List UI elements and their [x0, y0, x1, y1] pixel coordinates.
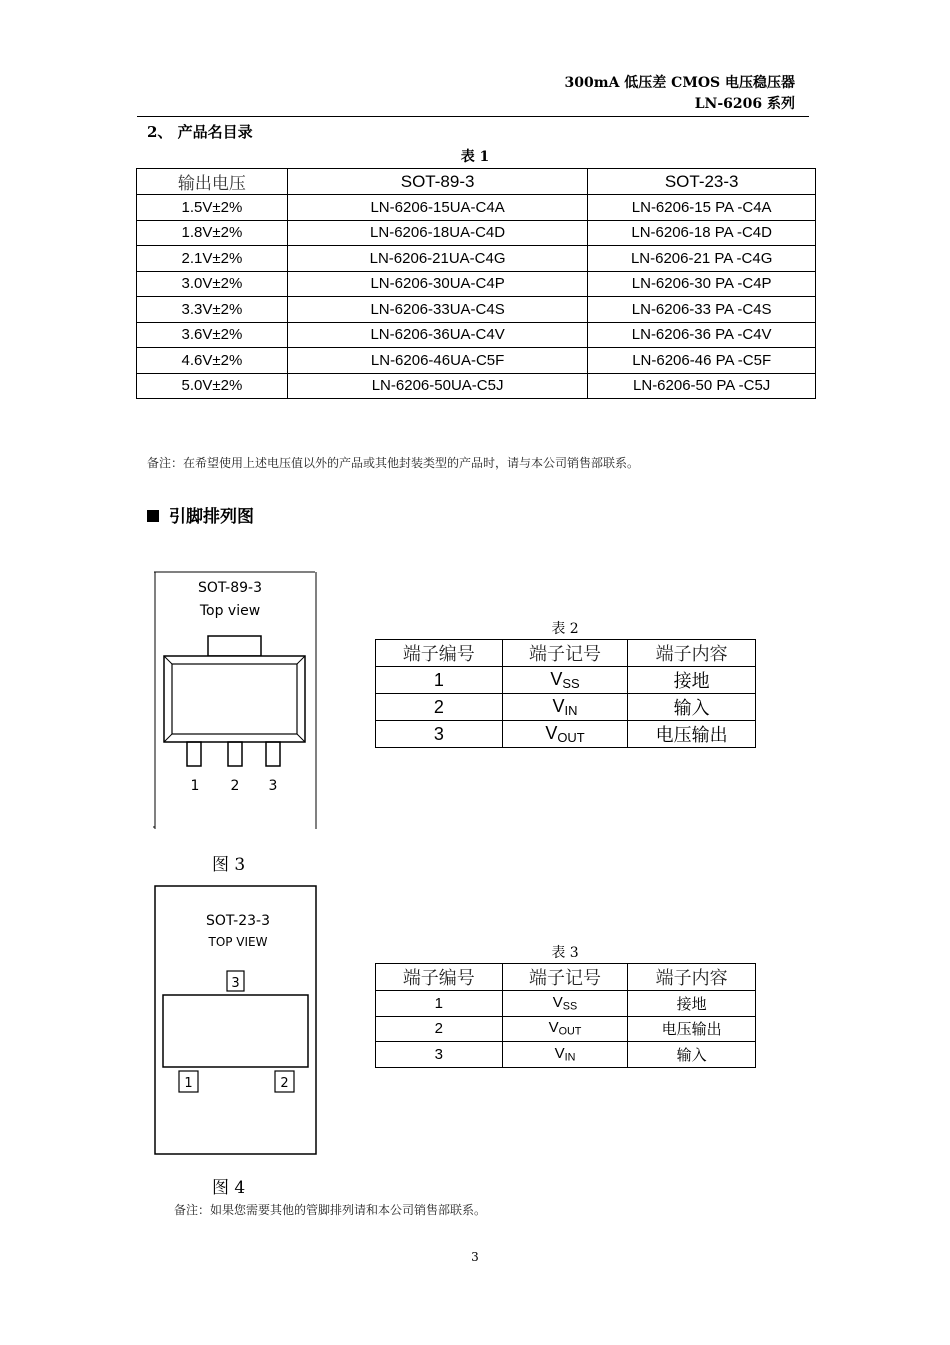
note-other-voltages: 备注：在希望使用上述电压值以外的产品或其他封装类型的产品时，请与本公司销售部联系。 — [147, 456, 640, 470]
sot23-part-cell: LN-6206-36 PA -C4V — [588, 322, 816, 348]
sot23-part-cell: LN-6206-33 PA -C4S — [588, 297, 816, 323]
column-header: 端子内容 — [628, 964, 756, 991]
table-row — [137, 271, 816, 297]
table-row — [376, 667, 756, 694]
sot89-part-cell: LN-6206-21UA-C4G — [287, 246, 588, 272]
voltage-cell: 2.1V±2% — [137, 246, 288, 272]
pin-number-cell: 2 — [376, 694, 503, 721]
pin-symbol: V — [552, 993, 563, 1011]
table-row — [376, 1042, 756, 1068]
pin-section-label: 引脚排列图 — [169, 507, 254, 527]
column-header: 输出电压 — [137, 169, 288, 195]
sot89-part-cell: LN-6206-36UA-C4V — [287, 322, 588, 348]
header-title: 300mA 低压差 CMOS 电压稳压器 — [564, 75, 795, 91]
sot23-part-cell: LN-6206-18 PA -C4D — [588, 220, 816, 246]
pin-symbol-subscript: IN — [564, 703, 578, 719]
sot23-diagram — [152, 884, 320, 1159]
sot89-lead — [266, 742, 280, 766]
sot89-part-cell: LN-6206-50UA-C5J — [287, 373, 588, 399]
sot23-part-cell: LN-6206-46 PA -C5F — [588, 348, 816, 374]
voltage-cell: 3.6V±2% — [137, 322, 288, 348]
pin-symbol-cell — [502, 1016, 628, 1042]
pin-number-cell: 3 — [376, 721, 503, 748]
table3-caption: 表 3 — [551, 945, 579, 961]
pin-description-cell: 电压输出 — [628, 1016, 756, 1042]
sot89-lead — [228, 742, 242, 766]
pin-description-cell: 接地 — [628, 991, 756, 1017]
sot23-part-cell: LN-6206-15 PA -C4A — [588, 195, 816, 221]
sot23-pin3-label: 3 — [231, 976, 240, 991]
table-row — [137, 297, 816, 323]
table-row — [376, 1016, 756, 1042]
sot89-part-cell: LN-6206-18UA-C4D — [287, 220, 588, 246]
sot89-diagram — [152, 571, 320, 833]
pin-symbol-cell — [502, 721, 628, 748]
square-bullet-icon — [147, 510, 159, 522]
note-other-pinouts: 备注：如果您需要其他的管脚排列请和本公司销售部联系。 — [174, 1203, 487, 1217]
column-header: SOT-23-3 — [588, 169, 816, 195]
sot89-title: SOT-89-3 — [198, 580, 262, 596]
pin-symbol: V — [552, 695, 565, 716]
voltage-cell: 3.0V±2% — [137, 271, 288, 297]
pin-symbol-cell — [502, 1042, 628, 1068]
pin-number-cell: 1 — [376, 991, 503, 1017]
pin-section-title — [147, 502, 254, 527]
pin-symbol-subscript: SS — [562, 1000, 578, 1013]
sot23-part-cell: LN-6206-30 PA -C4P — [588, 271, 816, 297]
pin-symbol-cell — [502, 667, 628, 694]
table-header-row — [376, 964, 756, 991]
table-row — [137, 322, 816, 348]
pin-number-cell: 2 — [376, 1016, 503, 1042]
sot23-part-cell: LN-6206-21 PA -C4G — [588, 246, 816, 272]
pin-table-sot23 — [375, 963, 756, 1068]
pin-table-sot89 — [375, 639, 756, 748]
header-rule — [137, 116, 809, 117]
sot23-pin1-label: 1 — [184, 1076, 193, 1091]
table-header-row — [137, 169, 816, 195]
voltage-cell: 3.3V±2% — [137, 297, 288, 323]
table-row — [376, 694, 756, 721]
header-series: LN-6206 系列 — [694, 96, 795, 112]
table-row — [376, 721, 756, 748]
column-header: 端子编号 — [376, 964, 503, 991]
table-row — [137, 348, 816, 374]
table2-caption: 表 2 — [551, 621, 579, 637]
sot89-tab — [208, 636, 261, 656]
column-header: SOT-89-3 — [287, 169, 588, 195]
pin-description-cell: 输入 — [628, 1042, 756, 1068]
pin-symbol-subscript: OUT — [557, 730, 585, 746]
sot89-subtitle: Top view — [199, 603, 261, 619]
sot89-pin-label: 2 — [230, 778, 240, 794]
figure4-caption: 图 4 — [212, 1178, 246, 1198]
pin-symbol: V — [545, 722, 558, 743]
column-header: 端子内容 — [628, 640, 756, 667]
sot89-part-cell: LN-6206-15UA-C4A — [287, 195, 588, 221]
table1-caption: 表 1 — [460, 149, 490, 165]
pin-symbol: V — [548, 1019, 559, 1037]
voltage-cell: 5.0V±2% — [137, 373, 288, 399]
table-row — [376, 991, 756, 1017]
pin-description-cell: 输入 — [628, 694, 756, 721]
pin-symbol-cell — [502, 991, 628, 1017]
voltage-cell: 1.8V±2% — [137, 220, 288, 246]
sot23-pin2-label: 2 — [280, 1076, 289, 1091]
table-row — [137, 246, 816, 272]
sot89-part-cell: LN-6206-30UA-C4P — [287, 271, 588, 297]
pin-description-cell: 接地 — [628, 667, 756, 694]
column-header: 端子记号 — [502, 964, 628, 991]
product-table — [136, 168, 816, 399]
sot89-part-cell: LN-6206-46UA-C5F — [287, 348, 588, 374]
voltage-cell: 1.5V±2% — [137, 195, 288, 221]
sot23-title: SOT-23-3 — [206, 913, 270, 929]
sot89-pin-label: 3 — [268, 778, 278, 794]
pin-symbol: V — [550, 668, 563, 689]
sot89-body-outer — [164, 656, 305, 742]
figure3-caption: 图 3 — [212, 855, 246, 875]
table-header-row — [376, 640, 756, 667]
table-row — [137, 373, 816, 399]
table-row — [137, 220, 816, 246]
pin-symbol-subscript: OUT — [558, 1026, 582, 1039]
sot89-lead — [187, 742, 201, 766]
pin-symbol-subscript: IN — [564, 1051, 576, 1064]
pin-symbol-subscript: SS — [562, 676, 580, 692]
sot89-pin-label: 1 — [190, 778, 200, 794]
voltage-cell: 4.6V±2% — [137, 348, 288, 374]
column-header: 端子编号 — [376, 640, 503, 667]
sot23-body — [163, 995, 308, 1067]
pin-description-cell: 电压输出 — [628, 721, 756, 748]
pin-symbol-cell — [502, 694, 628, 721]
page-number: 3 — [471, 1250, 479, 1264]
sot23-part-cell: LN-6206-50 PA -C5J — [588, 373, 816, 399]
sot23-subtitle: TOP VIEW — [208, 935, 268, 949]
section-title: 2、 产品名目录 — [147, 123, 253, 141]
column-header: 端子记号 — [502, 640, 628, 667]
table-row — [137, 195, 816, 221]
sot89-part-cell: LN-6206-33UA-C4S — [287, 297, 588, 323]
pin-number-cell: 3 — [376, 1042, 503, 1068]
pin-number-cell: 1 — [376, 667, 503, 694]
pin-symbol: V — [554, 1044, 565, 1062]
